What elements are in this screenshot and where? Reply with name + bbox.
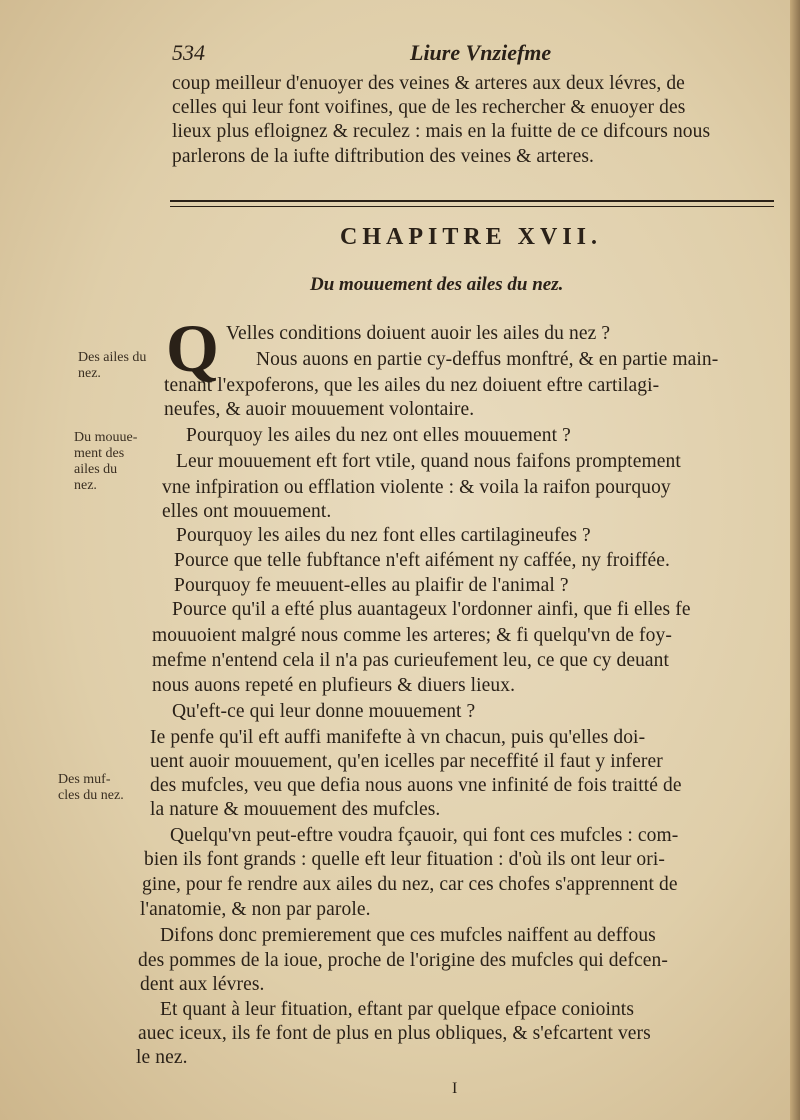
text-line: Qu'eft-ce qui leur donne mouuement ? (172, 701, 476, 722)
text-line: elles ont mouuement. (162, 501, 332, 522)
text-line: nous auons repeté en plufieurs & diuers lieux. (152, 675, 516, 696)
text-line: neufes, & auoir mouuement volontaire. (164, 399, 475, 420)
text-line: parlerons de la iufte diftribution des veines & arteres. (172, 146, 595, 167)
text-line: Pourquoy fe meuuent-elles au plaifir de l'animal ? (174, 575, 569, 596)
margin-note-line: Des muf- (58, 772, 111, 787)
text-line: Pource qu'il a efté plus auantageux l'ordonner ainfi, que fi elles fe (172, 599, 691, 620)
drop-cap: Q (166, 310, 219, 386)
text-line: uent auoir mouuement, qu'en icelles par neceffité il faut y inferer (150, 751, 663, 772)
text-line: Pourquoy les ailes du nez ont elles mouuement ? (186, 425, 571, 446)
text-line: vne infpiration ou efflation violente : & voila la raifon pourquoy (162, 477, 671, 498)
text-line: Pource que telle fubftance n'eft aifément ny caffée, ny froiffée. (174, 550, 671, 571)
page-edge-shadow (790, 0, 800, 1120)
text-line: Pourquoy les ailes du nez font elles cartilagineufes ? (176, 525, 591, 546)
text-line: Et quant à leur fituation, eftant par quelque efpace conioints (160, 999, 635, 1020)
text-line: celles qui leur font voifines, que de les rechercher & enuoyer des (172, 97, 686, 118)
text-line: Difons donc premierement que ces mufcles naiffent au deffous (160, 925, 656, 946)
margin-note-line: ment des (74, 446, 125, 461)
text-line: auec iceux, ils fe font de plus en plus obliques, & s'efcartent vers (138, 1023, 651, 1044)
margin-note-ailes-nez (78, 350, 146, 382)
text-line: mouuoient malgré nous comme les arteres; & fi quelqu'vn de foy- (152, 625, 672, 646)
text-line: dent aux lévres. (140, 974, 265, 995)
running-title: Liure Vnziefme (410, 40, 552, 65)
text-line: coup meilleur d'enuoyer des veines & arteres aux deux lévres, de (172, 73, 685, 94)
page-number: 534 (172, 40, 205, 65)
text-line: la nature & mouuement des mufcles. (150, 799, 441, 820)
margin-note-line: ailes du (74, 462, 118, 477)
text-line: mefme n'entend cela il n'a pas curieufement leu, ce que cy deuant (152, 650, 670, 671)
margin-note-mufcles (58, 772, 124, 804)
margin-note-line: nez. (78, 366, 101, 381)
text-line: Velles conditions doiuent auoir les ailes du nez ? (226, 323, 611, 344)
text-line: gine, pour fe rendre aux ailes du nez, car ces chofes s'apprennent de (142, 874, 678, 895)
chapter-divider-rule (170, 200, 774, 207)
text-line: tenant l'expoferons, que les ailes du nez doiuent eftre cartilagi- (164, 375, 660, 396)
catchword: I (452, 1080, 458, 1097)
margin-note-line: cles du nez. (58, 788, 124, 803)
text-line: le nez. (136, 1047, 188, 1068)
text-line: Ie penfe qu'il eft auffi manifefte à vn chacun, puis qu'elles doi- (150, 727, 646, 748)
text-line: des mufcles, veu que defia nous auons vne infinité de fois traitté de (150, 775, 682, 796)
chapter-heading: CHAPITRE XVII. (340, 224, 603, 250)
margin-note-mouuement (74, 430, 137, 494)
text-line: des pommes de la ioue, proche de l'origine des mufcles qui defcen- (138, 950, 668, 971)
margin-note-line: Du mouue- (74, 430, 138, 445)
margin-note-line: nez. (74, 478, 97, 493)
text-line: l'anatomie, & non par parole. (140, 899, 371, 920)
text-line: bien ils font grands : quelle eft leur fituation : d'où ils ont leur ori- (144, 849, 665, 870)
margin-note-line: Des ailes du (78, 350, 147, 365)
text-line: lieux plus efloignez & reculez : mais en la fuitte de ce difcours nous (172, 121, 711, 142)
text-line: Nous auons en partie cy-deffus monftré, & en partie main- (256, 349, 719, 370)
running-header (172, 40, 772, 70)
text-line: Leur mouuement eft fort vtile, quand nous faifons promptement (176, 451, 681, 472)
text-line: Quelqu'vn peut-eftre voudra fçauoir, qui font ces mufcles : com- (170, 825, 679, 846)
chapter-subtitle: Du mouuement des ailes du nez. (310, 274, 564, 295)
